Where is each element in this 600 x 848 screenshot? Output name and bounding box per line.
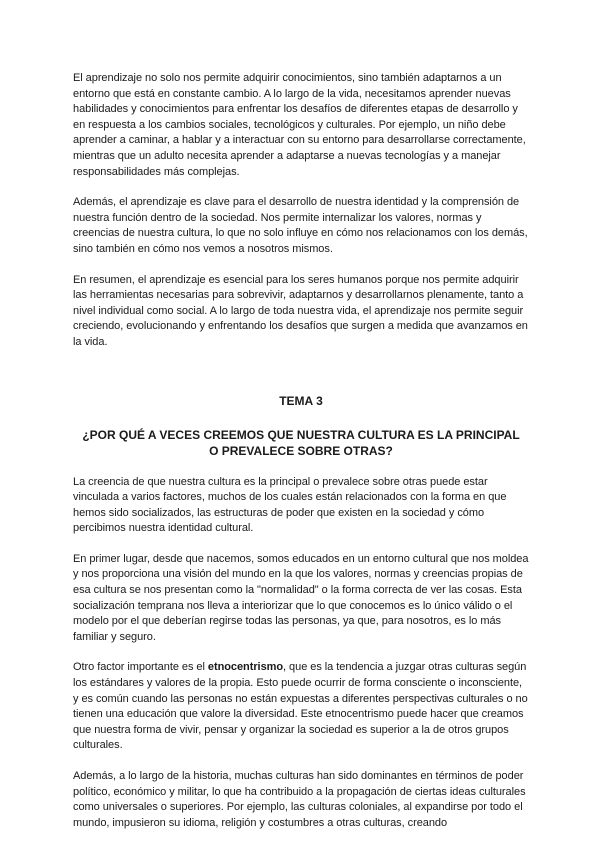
paragraph-aprendizaje-adaptacion: El aprendizaje no solo nos permite adquirir conocimientos, sino también adaptarnos a un entorno que está en constante cambio. A lo largo de la vida, necesitamos aprender nuevas habilidades y conocimientos para enfrentar los desafíos de diferentes etapas de desarrollo y en respuesta a los cambios sociales, tecnológicos y culturales. Por ejemplo, un niño debe aprender a caminar, a hablar y a interactuar con su entorno para desarrollarse correctamente, mientras que un adulto necesita aprender a adaptarse a nuevas tecnologías y a manejar responsabilidades más complejas. bbox=[73, 72, 526, 178]
section-title: ¿POR QUÉ A VECES CREEMOS QUE NUESTRA CULTURA ES LA PRINCIPAL O PREVALECE SOBRE OTRAS? bbox=[82, 427, 520, 458]
document-page bbox=[73, 71, 529, 831]
paragraph-historia-dominio: Además, a lo largo de la historia, muchas culturas han sido dominantes en términos de poder político, económico y militar, lo que ha contribuido a la propagación de ciertas ideas culturales como universales o superiores. Por ejemplo, las culturas coloniales, al expandirse por todo el mundo, impusieron su idioma, religión y costumbres a otras culturas, creando bbox=[73, 770, 526, 829]
term-etnocentrismo: etnocentrismo bbox=[207, 661, 284, 674]
paragraph-aprendizaje-identidad: Además, el aprendizaje es clave para el desarrollo de nuestra identidad y la comprensión de nuestra función dentro de la sociedad. Nos permite internalizar los valores, normas y creencias de nuestra cultura, lo que no solo influye en cómo nos relacionamos con los demás, sino también en cómo nos vemos a nosotros mismos. bbox=[73, 196, 528, 255]
paragraph-resumen: En resumen, el aprendizaje es esencial para los seres humanos porque nos permite adquirir las herramientas necesarias para sobrevivir, adaptarnos y desarrollarnos plenamente, tanto a nivel individual como social. A lo largo de toda nuestra vida, el aprendizaje nos permite seguir creciendo, evolucionando y enfrentando los desafíos que surgen a medida que avanzamos en la vida. bbox=[73, 273, 528, 348]
section-label: TEMA 3 bbox=[279, 393, 323, 408]
paragraph-creencia-cultura: La creencia de que nuestra cultura es la principal o prevalece sobre otras puede estar vinculada a varios factores, muchos de los cuales están relacionados con la forma en que hemos sido socializados, las estructuras de poder que existen en la sociedad y cómo percibimos nuestra identidad cultural. bbox=[73, 475, 507, 535]
paragraph-etnocentrismo-suffix: , que es la tendencia a juzgar otras culturas según los estándares y valores de la propia. Esto puede ocurrir de forma consciente o inconsciente, y es común cuando las personas no están expuestas a diferentes perspectivas culturales o no tienen una educación que valore la diversidad. Este etnocentrismo puede hacer que creamos que nuestra forma de vivir, pensar y organizar la sociedad es superior a la de otros grupos culturales. bbox=[73, 661, 528, 752]
paragraph-etnocentrismo-prefix: Otro factor importante es el bbox=[73, 661, 208, 674]
paragraph-socializacion: En primer lugar, desde que nacemos, somos educados en un entorno cultural que nos moldea y nos proporciona una visión del mundo en la que los valores, normas y creencias propias de esa cultura se nos presentan como la "normalidad" o la forma correcta de ver las cosas. Esta socialización temprana nos lleva a interiorizar que lo que conocemos es lo único válido o el modelo por el que deberían regirse todas las personas, ya que, para nosotros, es lo más familiar y seguro. bbox=[73, 552, 529, 643]
paragraph-etnocentrismo bbox=[73, 660, 529, 754]
